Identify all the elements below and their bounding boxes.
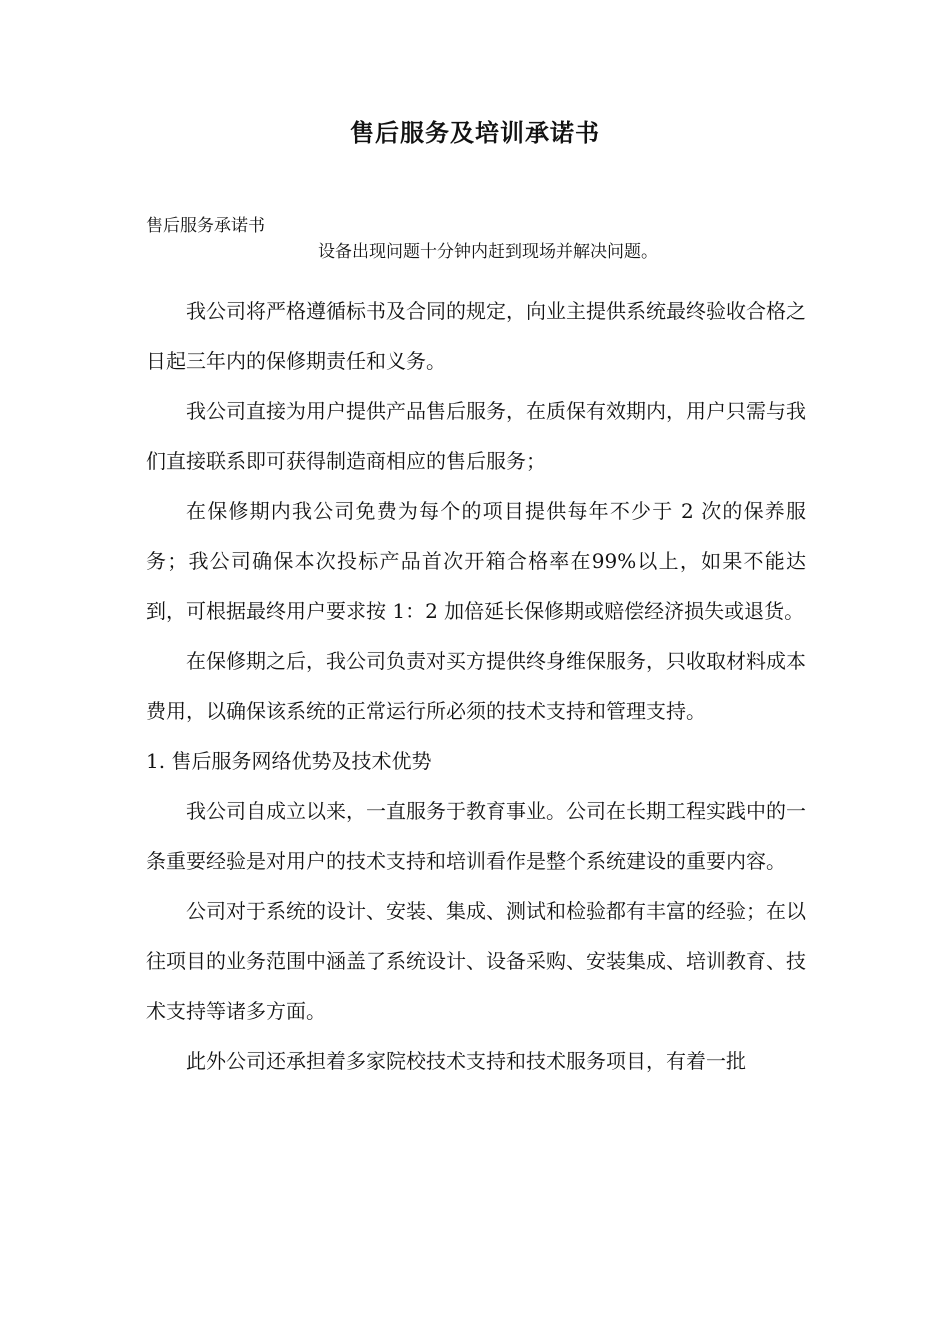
section-heading: 1. 售后服务网络优势及技术优势 <box>146 749 432 773</box>
paragraph-direct-service: 我公司直接为用户提供产品售后服务，在质保有效期内，用户只需与我们直接联系即可获得制造商相应的售后服务； <box>146 399 806 473</box>
document-body <box>146 286 806 1086</box>
service-commitment-note: 设备出现问题十分钟内赶到现场并解决问题。 <box>318 242 658 262</box>
paragraph-additional-projects: 此外公司还承担着多家院校技术支持和技术服务项目，有着一批 <box>186 1049 746 1073</box>
paragraph-system-expertise: 公司对于系统的设计、安装、集成、测试和检验都有丰富的经验；在以往项目的业务范围中涵盖了系统设计、设备采购、安装集成、培训教育、技术支持等诸多方面。 <box>146 899 806 1023</box>
paragraph-maintenance: 在保修期内我公司免费为每个的项目提供每年不少于 2 次的保养服务；我公司确保本次投标产品首次开箱合格率在99%以上，如果不能达到，可根据最终用户要求按 1：2 加倍延长保修期或赔偿经济损失或退货。 <box>146 499 806 623</box>
subheading: 售后服务承诺书 <box>146 216 265 236</box>
paragraph-warranty-term: 我公司将严格遵循标书及合同的规定，向业主提供系统最终验收合格之日起三年内的保修期责任和义务。 <box>146 299 806 373</box>
document-title: 售后服务及培训承诺书 <box>350 118 600 147</box>
paragraph-company-experience: 我公司自成立以来，一直服务于教育事业。公司在长期工程实践中的一条重要经验是对用户的技术支持和培训看作是整个系统建设的重要内容。 <box>146 799 806 873</box>
paragraph-lifetime-support: 在保修期之后，我公司负责对买方提供终身维保服务，只收取材料成本费用，以确保该系统的正常运行所必须的技术支持和管理支持。 <box>146 649 806 723</box>
